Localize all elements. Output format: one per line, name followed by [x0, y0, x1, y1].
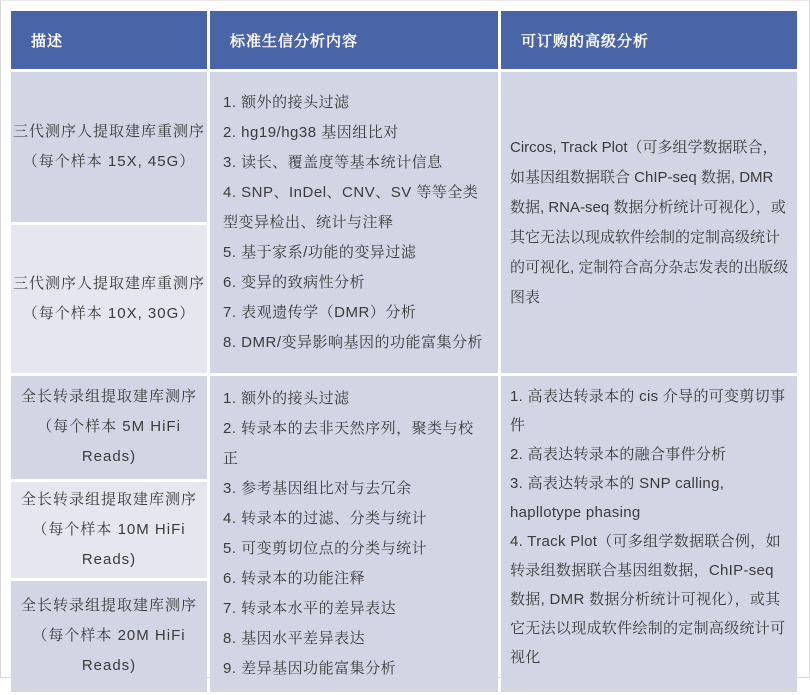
standard-item: 4. SNP、InDel、CNV、SV 等等全类型变异检出、统计与注释: [223, 183, 479, 231]
standard-item: 9. 差异基因功能富集分析: [223, 660, 397, 677]
desc-line2: （每个样本 20M HiFi Reads): [32, 627, 186, 675]
desc-line1: 三代测序人提取建库重测序: [12, 123, 205, 140]
standard-item: 8. DMR/变异影响基因的功能富集分析: [223, 333, 484, 351]
advanced-analysis-section1: [501, 72, 797, 373]
standard-item: 6. 变异的致病性分析: [223, 273, 366, 291]
standard-item: 1. 额外的接头过滤: [223, 93, 350, 111]
desc-cell-isoseq-20m: [11, 581, 207, 692]
standard-item: 7. 表观遗传学（DMR）分析: [223, 303, 417, 321]
standard-item: 2. hg19/hg38 基因组比对: [223, 123, 399, 141]
standard-analysis-list-section2: [210, 376, 498, 692]
advanced-item: 1. 高表达转录本的 cis 介导的可变剪切事件: [510, 388, 786, 434]
desc-line2: （每个样本 10X, 30G）: [22, 305, 196, 322]
desc-cell-isoseq-10m: [11, 482, 207, 578]
standard-item: 1. 额外的接头过滤: [223, 390, 350, 407]
header-description: 描述: [11, 11, 207, 69]
header-standard-analysis: 标准生信分析内容: [210, 11, 498, 69]
advanced-item: 3. 高表达转录本的 SNP calling, hapllotype phasing: [510, 475, 725, 521]
standard-item: 5. 可变剪切位点的分类与统计: [223, 540, 428, 557]
advanced-analysis-section2: [501, 376, 797, 692]
standard-item: 3. 参考基因组比对与去冗余: [223, 480, 412, 497]
standard-item: 5. 基于家系/功能的变异过滤: [223, 243, 417, 261]
desc-line1: 全长转录组提取建库测序: [20, 597, 197, 615]
row-resequencing-15x: [11, 72, 797, 222]
standard-item: 8. 基因水平差异表达: [223, 630, 366, 647]
header-advanced-analysis: 可订购的高级分析: [501, 11, 797, 69]
standard-item: 4. 转录本的过滤、分类与统计: [223, 510, 428, 527]
advanced-item: 4. Track Plot（可多组学数据联合例，如转录组数据联合基因组数据，ChIP-seq 数据, DMR 数据分析统计可视化），或其它无法以现成软件绘制的定制高级统计可视化: [510, 533, 786, 666]
standard-item: 6. 转录本的功能注释: [223, 570, 366, 587]
desc-cell-resequencing-15x: [11, 72, 207, 222]
desc-line2: （每个样本 5M HiFi Reads): [37, 418, 181, 466]
standard-analysis-list-section1: [210, 72, 498, 373]
standard-item: 3. 读长、覆盖度等基本统计信息: [223, 153, 443, 171]
header-row: [11, 11, 797, 69]
desc-line2: （每个样本 15X, 45G）: [22, 153, 196, 170]
standard-item: 2. 转录本的去非天然序列，聚类与校正: [223, 420, 474, 467]
advanced-text: Circos, Track Plot（可多组学数据联合，如基因组数据联合 ChIP-seq 数据, DMR 数据, RNA-seq 数据分析统计可视化），或其它无法以现成软件绘制的定制高级统计的可视化, 定制符合高分杂志发表的出版级图表: [510, 138, 789, 306]
desc-cell-resequencing-10x: [11, 225, 207, 373]
desc-line1: 全长转录组提取建库测序: [20, 490, 197, 508]
sequencing-analysis-table: [8, 8, 800, 695]
desc-line1: 三代测序人提取建库重测序: [12, 275, 205, 292]
desc-line2: （每个样本 10M HiFi Reads): [32, 520, 186, 568]
advanced-item: 2. 高表达转录本的融合事件分析: [510, 446, 727, 463]
standard-item: 7. 转录本水平的差异表达: [223, 600, 397, 617]
row-isoseq-5m: [11, 376, 797, 479]
desc-line1: 全长转录组提取建库测序: [20, 388, 197, 406]
desc-cell-isoseq-5m: [11, 376, 207, 479]
